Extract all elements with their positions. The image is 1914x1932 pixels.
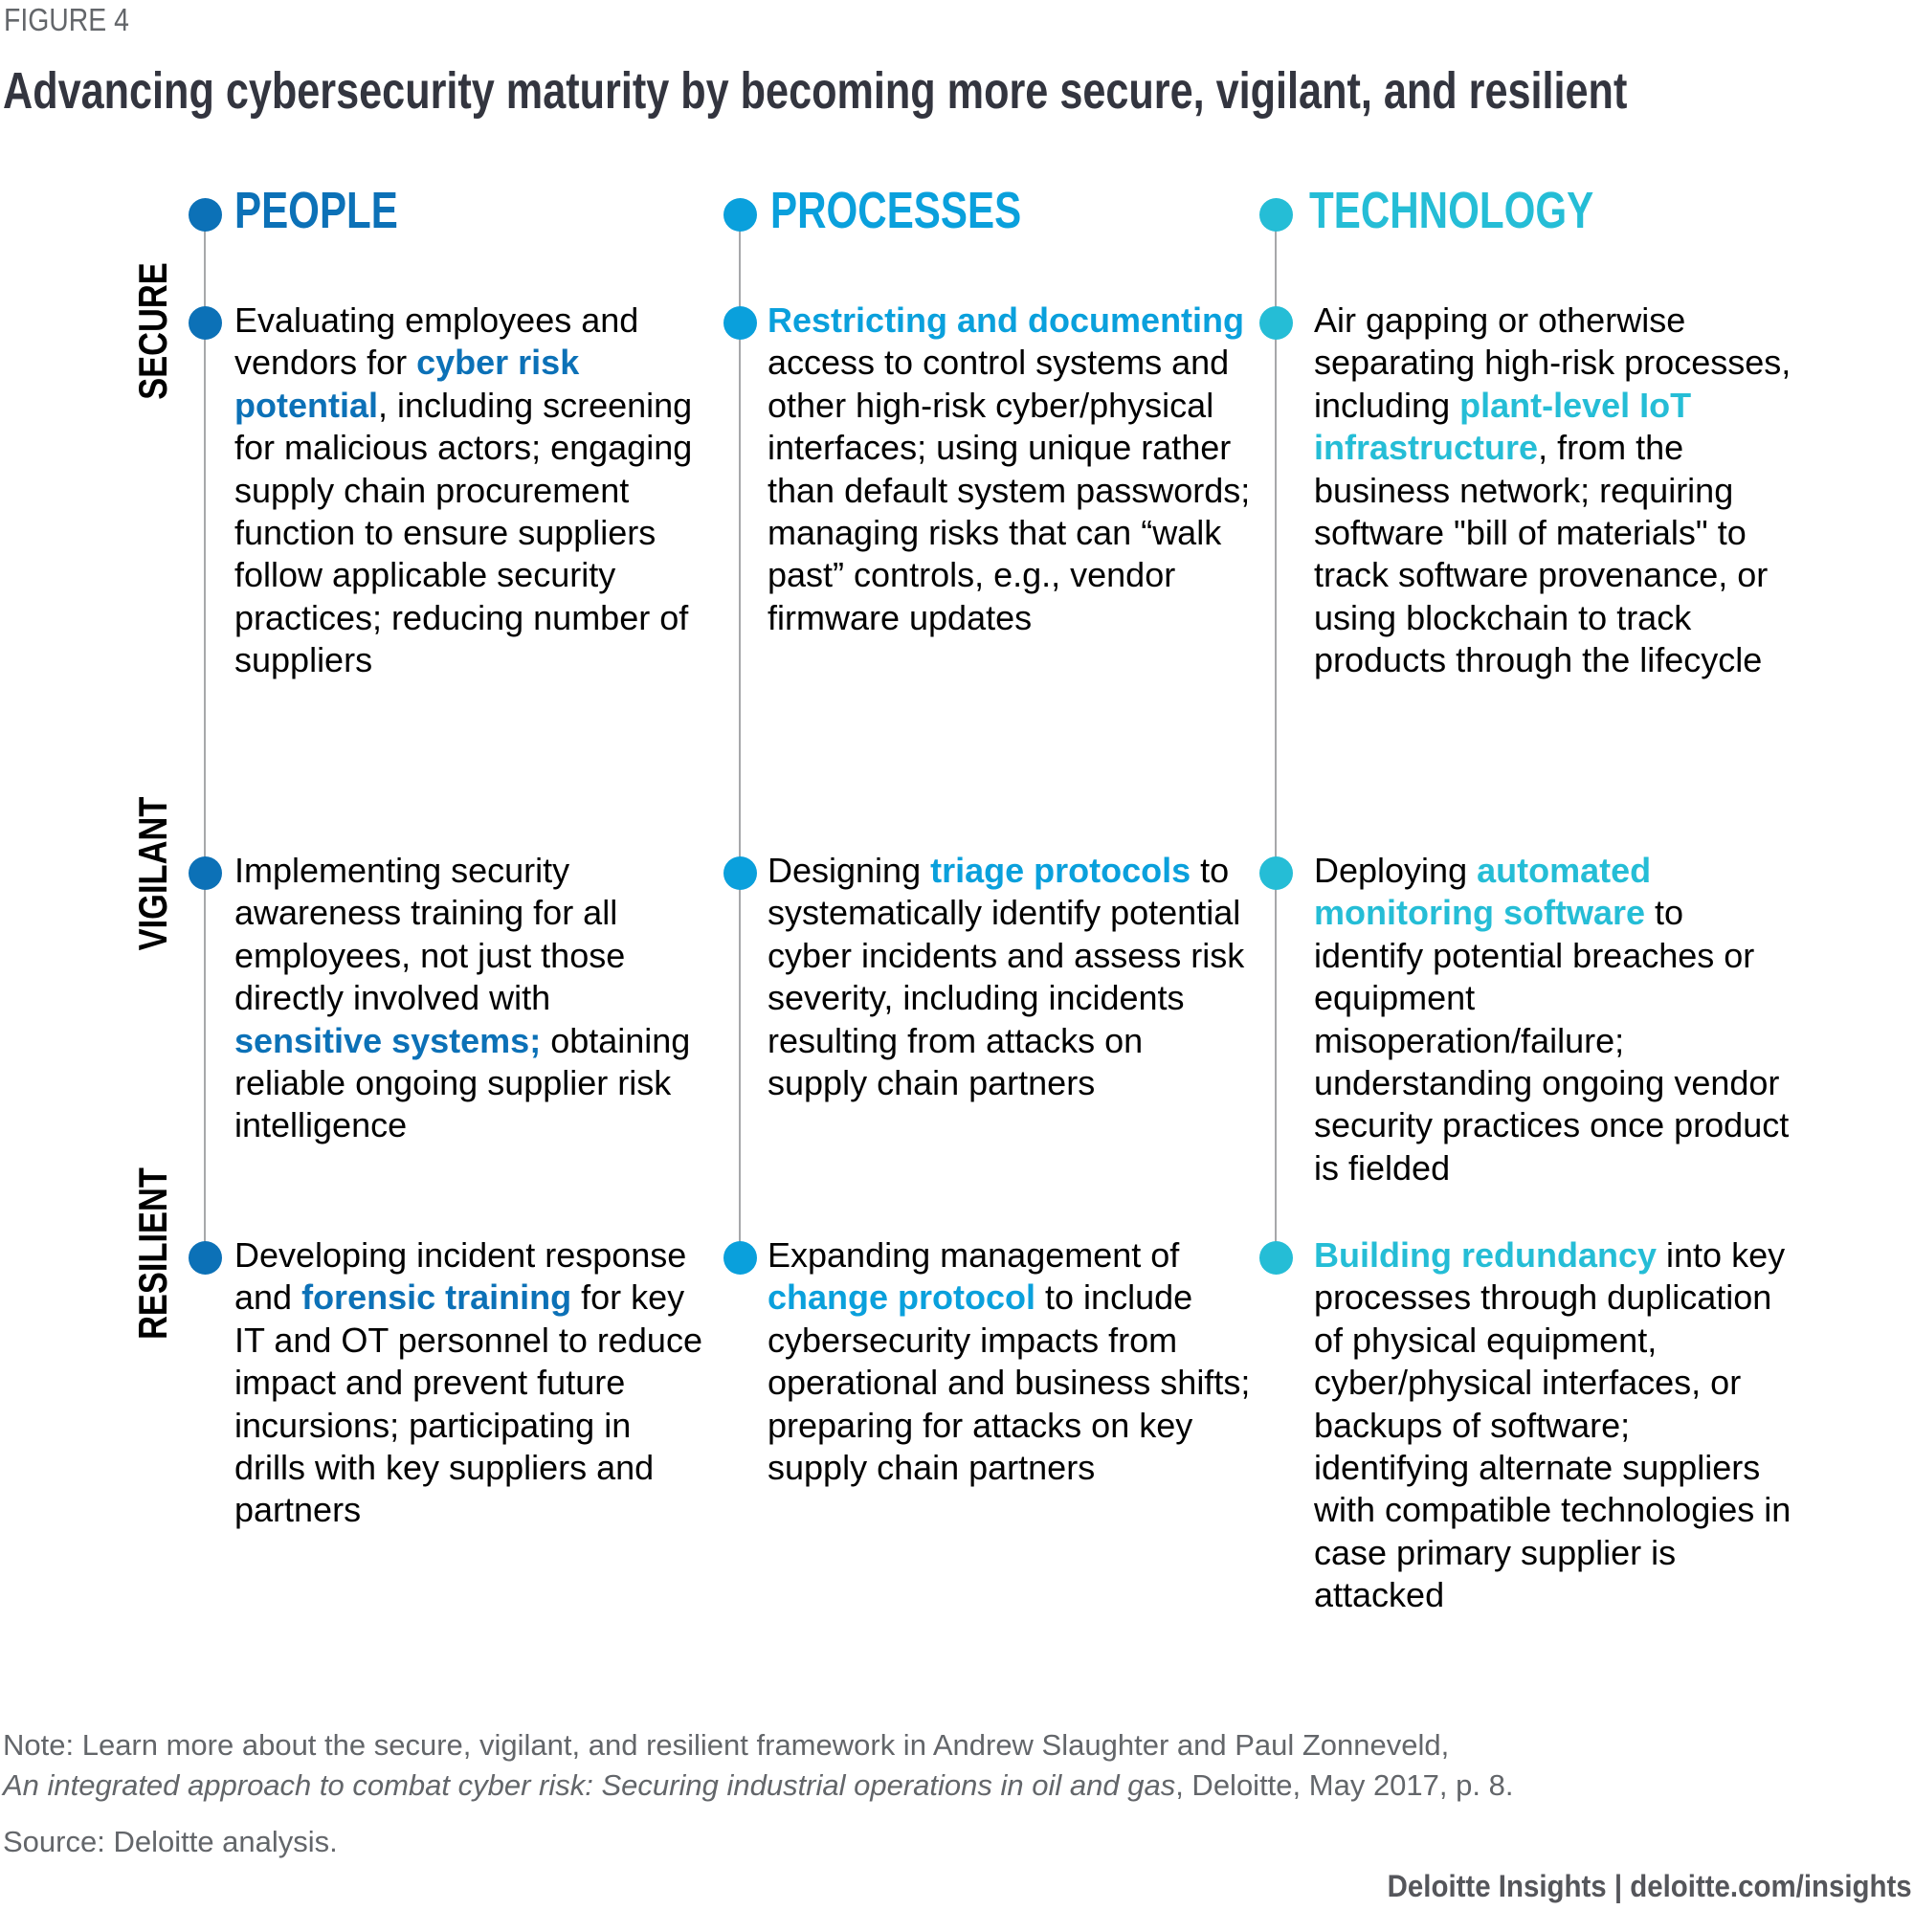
cell-people-vigilant xyxy=(234,850,703,1147)
cell-highlight: forensic training xyxy=(301,1277,572,1318)
bullet-dot-icon xyxy=(1259,1241,1293,1275)
footer-credit: Deloitte Insights | deloitte.com/insights xyxy=(1387,1869,1912,1903)
note-citation-title: An integrated approach to combat cyber risk: Securing industrial operations in oil and gas xyxy=(3,1768,1176,1802)
cell-highlight: cyber risk potential xyxy=(234,343,580,425)
bullet-dot-icon xyxy=(189,856,222,890)
cell-text: to systematically identify potential cyber incidents and assess risk severity, including incidents resulting from attacks on supply chain partners xyxy=(768,851,1245,1103)
bullet-dot-icon xyxy=(723,1241,757,1275)
cell-text: Implementing security awareness training for all employees, not just those directly involved with xyxy=(234,851,626,1018)
cell-highlight: plant-level IoT infrastructure xyxy=(1314,385,1692,468)
cell-highlight: Restricting and documenting xyxy=(768,300,1245,340)
column-dot-icon xyxy=(189,198,222,232)
bullet-dot-icon xyxy=(1259,856,1293,890)
note-line-1: Note: Learn more about the secure, vigilant, and resilient framework in Andrew Slaughter and Paul Zonneveld, xyxy=(3,1728,1450,1762)
cell-processes-vigilant xyxy=(768,850,1246,1104)
cell-people-secure xyxy=(234,300,703,682)
cell-processes-resilient xyxy=(768,1234,1256,1489)
note-citation-rest: , Deloitte, May 2017, p. 8. xyxy=(1175,1768,1514,1802)
timeline-line xyxy=(1275,214,1277,1257)
cell-highlight: automated monitoring software xyxy=(1314,851,1652,933)
cell-text: to identify potential breaches or equipment misoperation/failure; understanding ongoing vendor security practices once product is fielded xyxy=(1314,893,1790,1188)
figure-label: FIGURE 4 xyxy=(4,2,129,37)
bullet-dot-icon xyxy=(189,306,222,340)
cell-text: access to control systems and other high-risk cyber/physical interfaces; using unique rather than default system passwords; managing risks that can “walk past” controls, e.g., vendor firmware updates xyxy=(768,343,1251,637)
cell-text: Expanding management of xyxy=(768,1235,1180,1275)
cell-processes-secure xyxy=(768,300,1284,639)
cell-text: Evaluating employees and vendors for xyxy=(234,300,639,383)
cell-text: Developing incident response and xyxy=(234,1235,687,1318)
cell-technology-secure xyxy=(1314,300,1792,682)
cell-highlight: change protocol xyxy=(768,1277,1036,1318)
cell-text: into key processes through duplication of physical equipment, cyber/physical interfaces, or backups of software; identifying alternate suppliers with compatible technologies in case primary supplier is attacked xyxy=(1314,1235,1792,1615)
row-label-vigilant: VIGILANT xyxy=(130,796,175,951)
row-label-resilient: RESILIENT xyxy=(130,1167,175,1340)
bullet-dot-icon xyxy=(189,1241,222,1275)
cell-highlight: triage protocols xyxy=(930,851,1191,890)
column-heading-people: PEOPLE xyxy=(234,182,398,239)
cell-highlight: sensitive systems; xyxy=(234,1020,542,1060)
column-heading-technology: TECHNOLOGY xyxy=(1309,182,1594,239)
cell-text: Designing xyxy=(768,851,931,890)
figure-title: Advancing cybersecurity maturity by becoming more secure, vigilant, and resilient xyxy=(3,62,1628,120)
cell-text: Deploying xyxy=(1314,851,1478,890)
bullet-dot-icon xyxy=(723,856,757,890)
cell-technology-resilient xyxy=(1314,1234,1792,1617)
cell-text: obtaining reliable ongoing supplier risk intelligence xyxy=(234,1020,691,1145)
bullet-dot-icon xyxy=(1259,306,1293,340)
cell-highlight: Building redundancy xyxy=(1314,1235,1658,1275)
cell-people-resilient xyxy=(234,1234,703,1532)
timeline-line xyxy=(739,214,741,1257)
cell-text: Air gapping or otherwise separating high-risk processes, including xyxy=(1314,300,1792,425)
source-note: Source: Deloitte analysis. xyxy=(3,1825,338,1858)
column-heading-processes: PROCESSES xyxy=(770,182,1022,239)
cell-text: , from the business network; requiring software "bill of materials" to track software provenance, or using blockchain to track products through the lifecycle xyxy=(1314,428,1769,680)
cell-text: , including screening for malicious actors; engaging supply chain procurement function to ensure suppliers follow applicable security practices; reducing number of suppliers xyxy=(234,385,693,680)
row-label-secure: SECURE xyxy=(130,262,175,400)
cell-text: for key IT and OT personnel to reduce impact and prevent future incursions; participating in drills with key suppliers and partners xyxy=(234,1277,702,1530)
timeline-line xyxy=(204,214,206,1257)
bullet-dot-icon xyxy=(723,306,757,340)
cell-technology-vigilant xyxy=(1314,850,1792,1189)
column-dot-icon xyxy=(723,198,757,232)
note-line-2 xyxy=(3,1768,1513,1803)
column-dot-icon xyxy=(1259,198,1293,232)
cell-text: to include cybersecurity impacts from operational and business shifts; preparing for attacks on key supply chain partners xyxy=(768,1277,1251,1488)
